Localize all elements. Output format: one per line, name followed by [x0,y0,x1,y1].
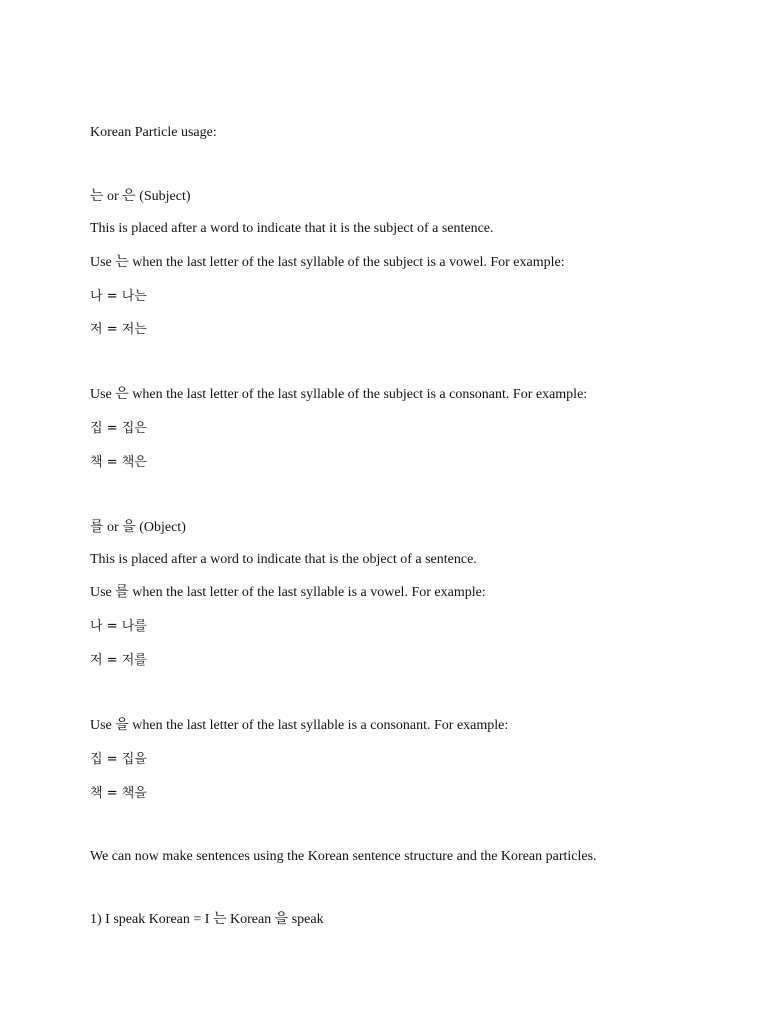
subject-vowel-example: 저 = 저는 [90,322,147,337]
object-consonant-example: 책 = 책을 [90,786,147,801]
example-sentence: 1) I speak Korean = I 는 Korean 을 speak [90,912,324,927]
object-vowel-example: 저 = 저를 [90,653,147,668]
object-vowel-example: 나 = 나를 [90,619,147,634]
subject-section-heading: 는 or 은 (Subject) [90,189,191,204]
object-description: This is placed after a word to indicate that is the object of a sentence. [90,552,477,567]
object-consonant-example: 집 = 집을 [90,752,147,767]
object-vowel-rule: Use 를 when the last letter of the last syllable is a vowel. For example: [90,585,486,600]
document-title: Korean Particle usage: [90,125,217,140]
subject-consonant-example: 책 = 책은 [90,455,147,470]
subject-consonant-example: 집 = 집은 [90,421,147,436]
subject-vowel-example: 나 = 나는 [90,289,147,304]
conclusion-paragraph: We can now make sentences using the Korean sentence structure and the Korean particles. [90,849,597,864]
object-section-heading: 를 or 을 (Object) [90,520,186,535]
object-consonant-rule: Use 을 when the last letter of the last syllable is a consonant. For example: [90,718,509,733]
subject-consonant-rule: Use 은 when the last letter of the last syllable of the subject is a consonant. For example: [90,387,588,402]
subject-vowel-rule: Use 는 when the last letter of the last syllable of the subject is a vowel. For example: [90,255,565,270]
subject-description: This is placed after a word to indicate that it is the subject of a sentence. [90,221,494,236]
